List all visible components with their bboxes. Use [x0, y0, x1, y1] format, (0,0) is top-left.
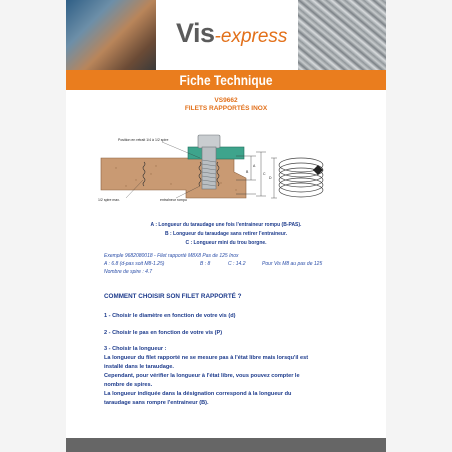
screws-photo — [298, 0, 386, 70]
step-1: 1 - Choisir le diamètre en fonction de votre vis (d) — [104, 313, 236, 319]
brand-logo — [176, 18, 287, 49]
legend-a: A : Longueur du taraudage une fois l'entraineur rompu (B-PAS). — [150, 222, 302, 228]
logo-main: Vis — [176, 18, 215, 48]
example-vis: Pour Vis M8 au pas de 125 — [262, 261, 323, 267]
title-bar — [66, 70, 386, 90]
header-banner — [66, 0, 386, 70]
example-line: Exemple 9682080018 - Filet rapporté M8X8 Pas de 125 Inox — [104, 253, 239, 259]
step-3-line-2: installé dans le taraudage. — [104, 364, 174, 370]
technical-sheet-page — [66, 0, 386, 452]
dim-c: C — [263, 172, 266, 176]
section-heading: COMMENT CHOISIR SON FILET RAPPORTÉ ? — [104, 293, 242, 300]
thread-insert-diagram — [96, 128, 376, 218]
screw-shank — [202, 147, 216, 189]
step-3-line-3: Cependant, pour vérifier la longueur à l'état libre, vous pouvez compter le — [104, 373, 300, 379]
step-3-title: 3 - Choisir la longueur : — [104, 346, 167, 352]
step-2: 2 - Choisir le pas en fonction de votre vis (P) — [104, 330, 223, 336]
product-name: FILETS RAPPORTÉS INOX — [184, 105, 268, 112]
label-entraineur: entraîneur rompu — [160, 198, 187, 202]
step-3-line-6: taraudage sans rompre l'entraineur (B). — [104, 400, 209, 406]
product-reference: VS9662 — [214, 97, 238, 104]
footer-bar — [66, 438, 386, 452]
material-block — [101, 158, 249, 198]
dim-b: B — [246, 170, 249, 174]
example-b: B : 8 — [200, 261, 211, 267]
legend-c: C : Longueur mini du trou borgne. — [185, 240, 267, 246]
tools-photo — [66, 0, 156, 70]
free-coil — [279, 158, 323, 197]
example-c: C : 14.2 — [228, 261, 246, 267]
step-3-line-1: La longueur du filet rapporté ne se mesure pas à l'état libre mais lorsqu'il est — [104, 355, 309, 361]
step-3-line-5: La longueur indiquée dans la désignation correspond à la longueur du — [104, 391, 292, 397]
screw-head — [198, 135, 220, 148]
logo-suffix: -express — [214, 26, 288, 47]
page-title: Fiche Technique — [179, 72, 273, 88]
example-spires: Nombre de spire : 4.7 — [104, 269, 153, 275]
label-position: Position en retrait 1/4 à 1/2 spire — [118, 138, 169, 142]
dim-a: A — [253, 164, 256, 168]
dim-d: D — [269, 176, 272, 180]
label-spire: 1/2 spire max. — [98, 198, 120, 202]
legend-b: B : Longueur du taraudage sans retirer l'entraineur. — [164, 231, 288, 237]
step-3-line-4: nombre de spires. — [104, 382, 153, 388]
example-a: A : 6.8 (d-pas soit M8-1.25) — [104, 261, 165, 267]
